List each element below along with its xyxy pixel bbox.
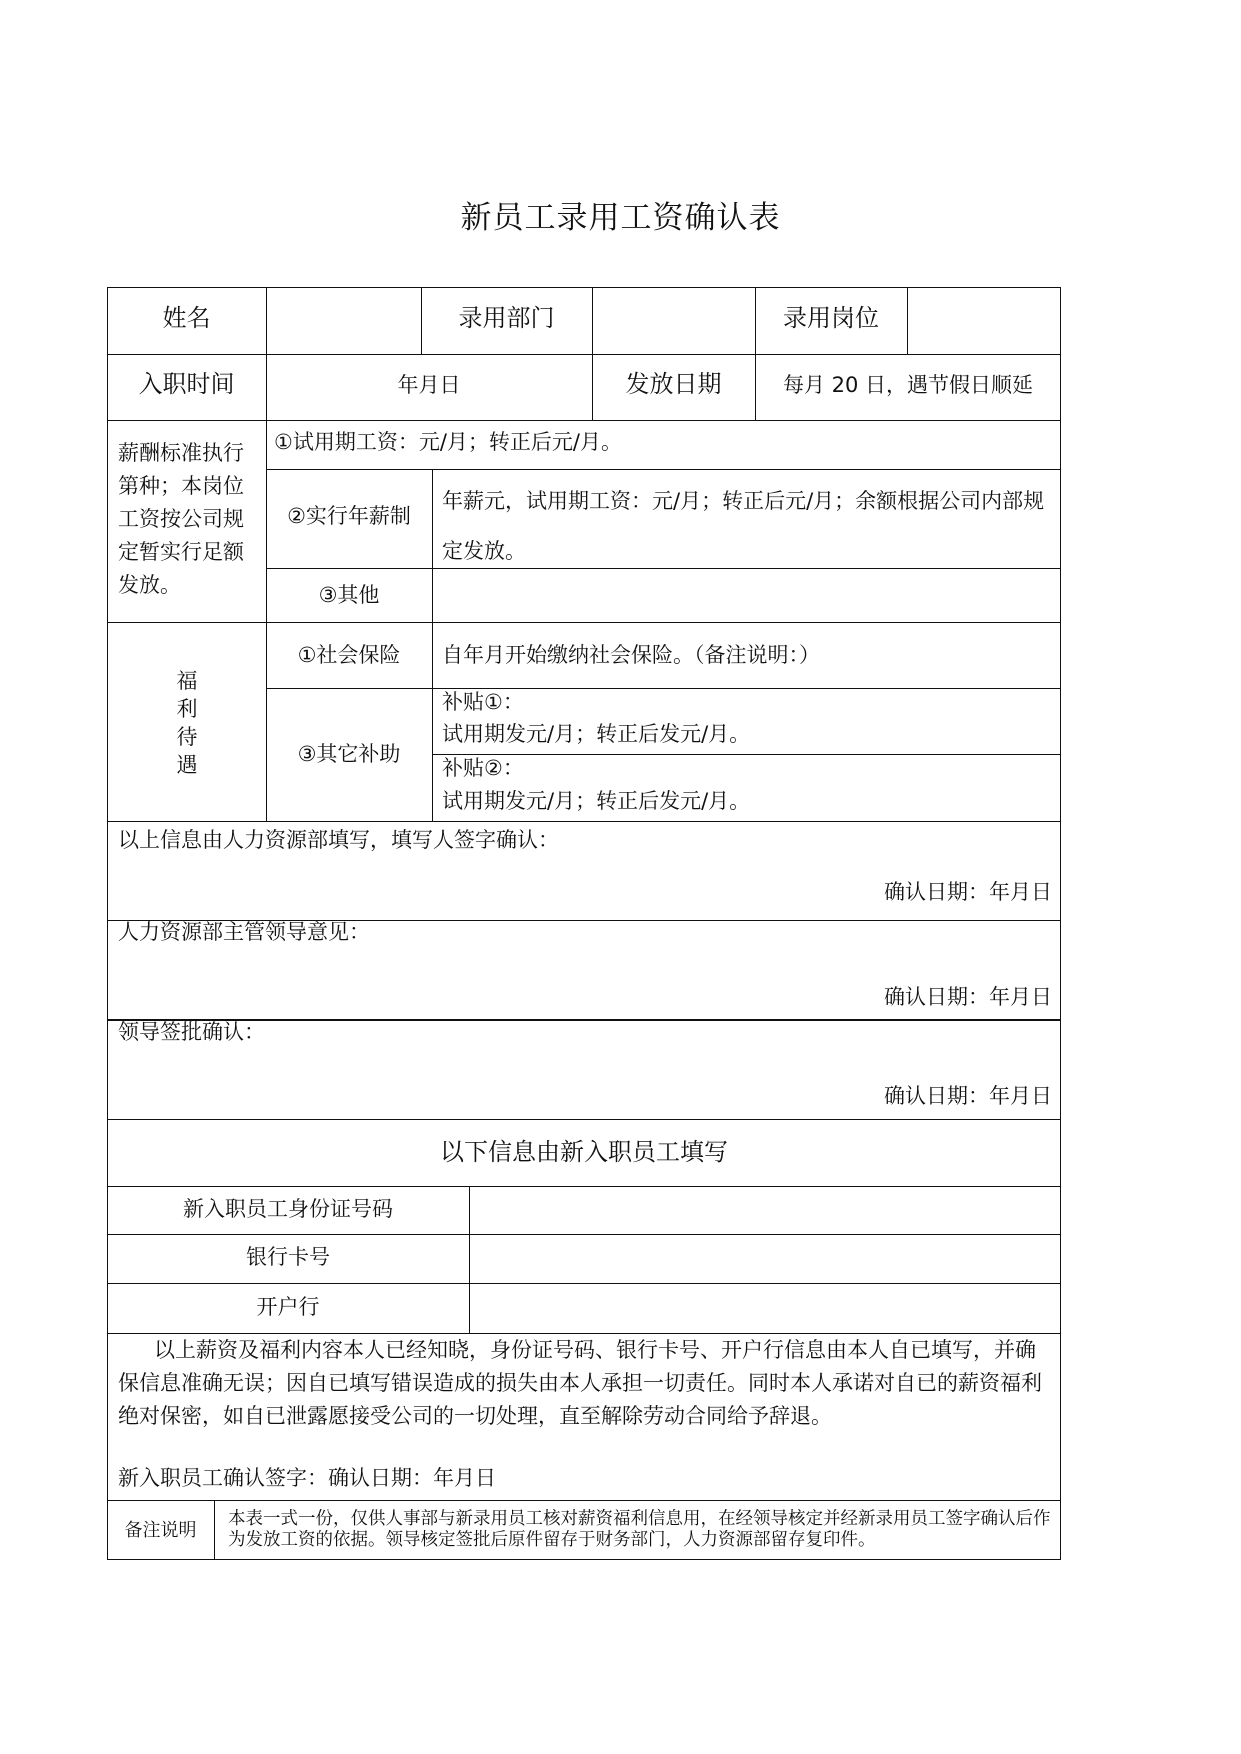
id-number-field[interactable] [470, 1187, 1060, 1233]
remarks-label: 备注说明 [124, 1520, 197, 1541]
row-divider [107, 354, 1061, 355]
row-divider [107, 622, 1061, 623]
other-subsidy-label: ③其它补助 [297, 742, 401, 766]
subsidy-2-text: 试用期发元/月；转正后发元/月。 [442, 789, 751, 813]
column-divider [266, 287, 267, 821]
subsidy-2-title: 补贴②： [442, 756, 524, 780]
bank-card-label: 银行卡号 [246, 1245, 330, 1269]
bank-name-field[interactable] [470, 1284, 1060, 1332]
position-field[interactable] [908, 288, 1060, 353]
row-divider [266, 688, 1061, 689]
form-title: 新员工录用工资确认表 [460, 200, 781, 236]
column-divider [432, 469, 433, 821]
subsidy-1-text: 试用期发元/月；转正后发元/月。 [442, 722, 751, 746]
subsidy-1-title: 补贴①： [442, 690, 524, 714]
row-divider [107, 1119, 1061, 1120]
hr-fill-date: 确认日期：年月日 [884, 880, 1052, 904]
name-field[interactable] [267, 288, 420, 353]
row-divider [432, 754, 1061, 755]
row-divider [107, 420, 1061, 421]
bank-name-label: 开户行 [256, 1295, 320, 1319]
social-insurance-label: ①社会保险 [297, 643, 401, 667]
hr-leader-date: 确认日期：年月日 [884, 985, 1052, 1009]
hr-leader-opinion: 人力资源部主管领导意见： [118, 920, 370, 944]
row-divider [107, 821, 1061, 822]
department-field[interactable] [593, 288, 754, 353]
department-label: 录用部门 [458, 304, 555, 332]
entry-date-value: 年月日 [397, 373, 461, 397]
position-label: 录用岗位 [783, 304, 879, 332]
employee-signature: 新入职员工确认签字：确认日期：年月日 [118, 1466, 496, 1490]
salary-other-field[interactable] [433, 569, 1060, 621]
remarks-text: 本表一式一份，仅供人事部与新录用员工核对薪资福利信息用，在经领导核定并经新录用员工签字确认后作为发放工资的依据。领导核定签批后原件留存于财务部门，人力资源部留存复印件。 [228, 1509, 1051, 1550]
salary-option-2-label: ②实行年薪制 [287, 504, 411, 528]
pay-date-label: 发放日期 [625, 370, 722, 398]
salary-option-1: ①试用期工资：元/月；转正后元/月。 [274, 430, 622, 454]
row-divider [107, 1500, 1061, 1501]
employee-section-header: 以下信息由新入职员工填写 [440, 1138, 728, 1166]
id-number-label: 新入职员工身份证号码 [183, 1197, 393, 1221]
bank-card-field[interactable] [470, 1235, 1060, 1282]
entry-date-label: 入职时间 [138, 370, 235, 398]
salary-option-2-text: 年薪元，试用期工资：元/月；转正后元/月；余额根据公司内部规定发放。 [442, 489, 1045, 563]
salary-standard-label: 薪酬标准执行第种；本岗位工资按公司规定暂实行足额发放。 [118, 441, 244, 597]
social-insurance-text: 自年月开始缴纳社会保险。（备注说明：） [442, 643, 820, 667]
welfare-label: 福利待遇 [176, 669, 198, 777]
leader-date: 确认日期：年月日 [884, 1084, 1052, 1108]
name-label: 姓名 [162, 304, 211, 332]
hr-fill-note: 以上信息由人力资源部填写，填写人签字确认： [118, 828, 559, 852]
leader-approval: 领导签批确认： [118, 1020, 265, 1044]
row-divider [266, 469, 1061, 470]
employee-statement: 以上薪资及福利内容本人已经知晓，身份证号码、银行卡号、开户行信息由本人自已填写，并确保信息准确无误；因自已填写错误造成的损失由本人承担一切责任。同时本人承诺对自已的薪资福利绝对保密，如自已泄露愿接受公司的一切处理，直至解除劳动合同给予辞退。 [118, 1338, 1042, 1428]
salary-option-3-label: ③其他 [318, 583, 380, 607]
pay-date-value: 每月 20 日，遇节假日顺延 [782, 373, 1034, 397]
column-divider [214, 1500, 215, 1560]
